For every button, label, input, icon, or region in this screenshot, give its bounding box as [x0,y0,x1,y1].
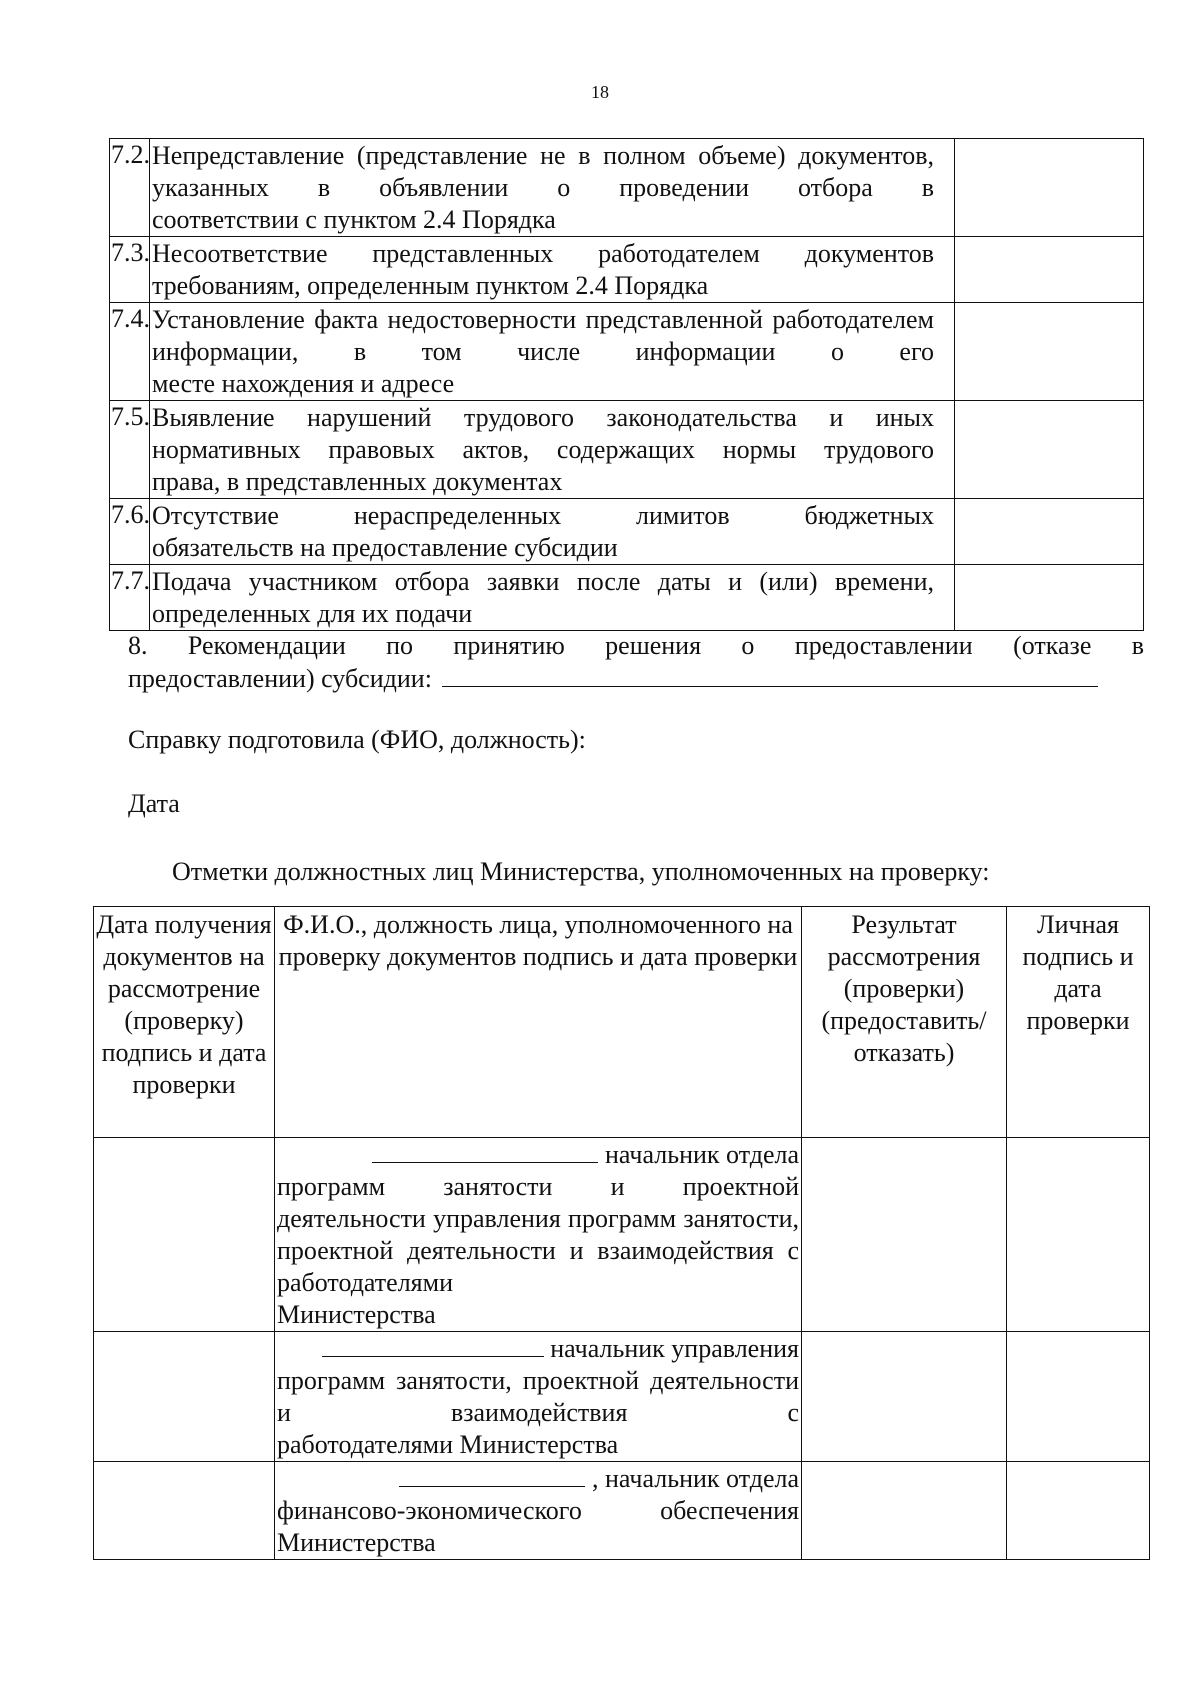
position-line: программ занятости, проектной [277,1366,640,1395]
review-result-cell[interactable] [802,1138,1007,1332]
reason-row [110,139,1144,237]
signature-cell[interactable] [1007,1332,1150,1462]
name-blank-line [399,1464,585,1487]
official-row [94,1138,1150,1332]
signature-cell[interactable] [1007,1462,1150,1560]
position-line: взаимодействия с работодателями [277,1236,799,1297]
reason-row [110,499,1144,565]
reason-line: работодателем информации, в том числе информации о его [152,305,934,366]
reason-line: Подача участником отбора заявки после даты и (или) времени, [152,567,934,596]
review-result-cell[interactable] [802,1332,1007,1462]
reason-mark-cell[interactable] [955,237,1144,303]
reason-mark-cell[interactable] [955,139,1144,237]
official-position-text [277,1171,799,1331]
reason-line: документов, указанных в объявлении о проведении отбора в [152,141,935,202]
reason-number: 7.5. [110,401,150,499]
reason-line: Отсутствие нераспределенных лимитов бюджетных [152,501,934,530]
reason-row [110,401,1144,499]
section-8-line-1: 8. Рекомендации по принятию решения о предоставлении (отказе в [128,631,1144,660]
signature-cell[interactable] [1007,1138,1150,1332]
reason-line: Несоответствие представленных работодателем документов [152,239,934,268]
position-line: занятости, проектной деятельности и [277,1204,800,1265]
page-number: 18 [591,82,609,102]
reason-text [150,237,955,303]
reason-number: 7.2. [110,139,150,237]
reason-mark-cell[interactable] [955,565,1144,631]
name-blank-line [372,1140,598,1163]
position-line-last: Министерства [277,1528,436,1557]
section-8-recommendations [128,630,1144,695]
reason-number: 7.7. [110,565,150,631]
reason-number: 7.4. [110,303,150,401]
name-blank-line [322,1334,544,1357]
reason-mark-cell[interactable] [955,499,1144,565]
reason-row [110,303,1144,401]
reason-row [110,237,1144,303]
official-row [94,1462,1150,1560]
official-row [94,1332,1150,1462]
official-position-cell [275,1332,802,1462]
reason-line: нормативных правовых актов, содержащих нормы трудового [152,435,934,464]
reason-text [150,499,955,565]
refusal-reasons-table [109,138,1144,631]
position-line: программ занятости и проектной [277,1172,799,1201]
reason-line: Непредставление (представление не в полном объеме) [152,141,786,170]
position-line-last: Министерства [277,1300,436,1329]
reason-line-last: определенных для их подачи [152,599,473,628]
reason-text [150,139,955,237]
reason-line: Выявление нарушений трудового законодательства и иных [152,403,934,432]
official-position-text [277,1495,799,1559]
section-8-line-2: предоставлении) субсидии: [128,662,1144,695]
officials-marks-title: Отметки должностных лиц Министерства, уполномоченных на проверку: [172,857,990,886]
reason-line-last: права, в представленных документах [152,467,563,496]
official-position-text [277,1365,799,1461]
header-date-received: Дата получения документов на рассмотрение (проверку) подпись и дата проверки [94,907,275,1138]
reason-number: 7.6. [110,499,150,565]
review-result-cell[interactable] [802,1462,1007,1560]
official-position-cell [275,1138,802,1332]
header-signature: Личная подпись и дата проверки [1007,907,1150,1138]
position-line: деятельности и взаимодействия с [277,1366,799,1427]
reason-line: Установление факта недостоверности представленной [152,305,763,334]
reason-line-last: обязательств на предоставление субсидии [152,533,618,562]
date-received-cell[interactable] [94,1462,275,1560]
header-review-result: Результат рассмотрения (проверки) (предоставить/отказать) [802,907,1007,1138]
reason-text [150,401,955,499]
position-title: , начальник отдела [591,1464,799,1493]
reason-text [150,565,955,631]
position-title: начальник управления [550,1334,799,1363]
official-position-first-line [277,1139,799,1171]
reason-row [110,565,1144,631]
position-line-last: работодателями Министерства [277,1430,619,1459]
reason-mark-cell[interactable] [955,401,1144,499]
reason-mark-cell[interactable] [955,303,1144,401]
recommendation-blank-line [442,662,1098,687]
reason-text [150,303,955,401]
position-line: финансово-экономического обеспечения [277,1496,799,1525]
position-title: начальник отдела [604,1140,799,1169]
officials-table [93,906,1150,1560]
date-label: Дата [128,789,180,818]
header-official-name: Ф.И.О., должность лица, уполномоченного на проверку документов подпись и дата проверки [275,907,802,1138]
official-position-first-line [277,1333,799,1365]
reason-line-last: месте нахождения и адресе [152,369,455,398]
official-position-first-line [277,1463,799,1495]
reason-line-last: соответствии с пунктом 2.4 Порядка [152,205,556,234]
position-line: деятельности управления программ [277,1204,677,1233]
reason-number: 7.3. [110,237,150,303]
date-received-cell[interactable] [94,1332,275,1462]
date-received-cell[interactable] [94,1138,275,1332]
official-position-cell [275,1462,802,1560]
reason-line-last: требованиям, определенным пунктом 2.4 Порядка [152,271,709,300]
prepared-by-label: Справку подготовила (ФИО, должность): [128,725,586,754]
